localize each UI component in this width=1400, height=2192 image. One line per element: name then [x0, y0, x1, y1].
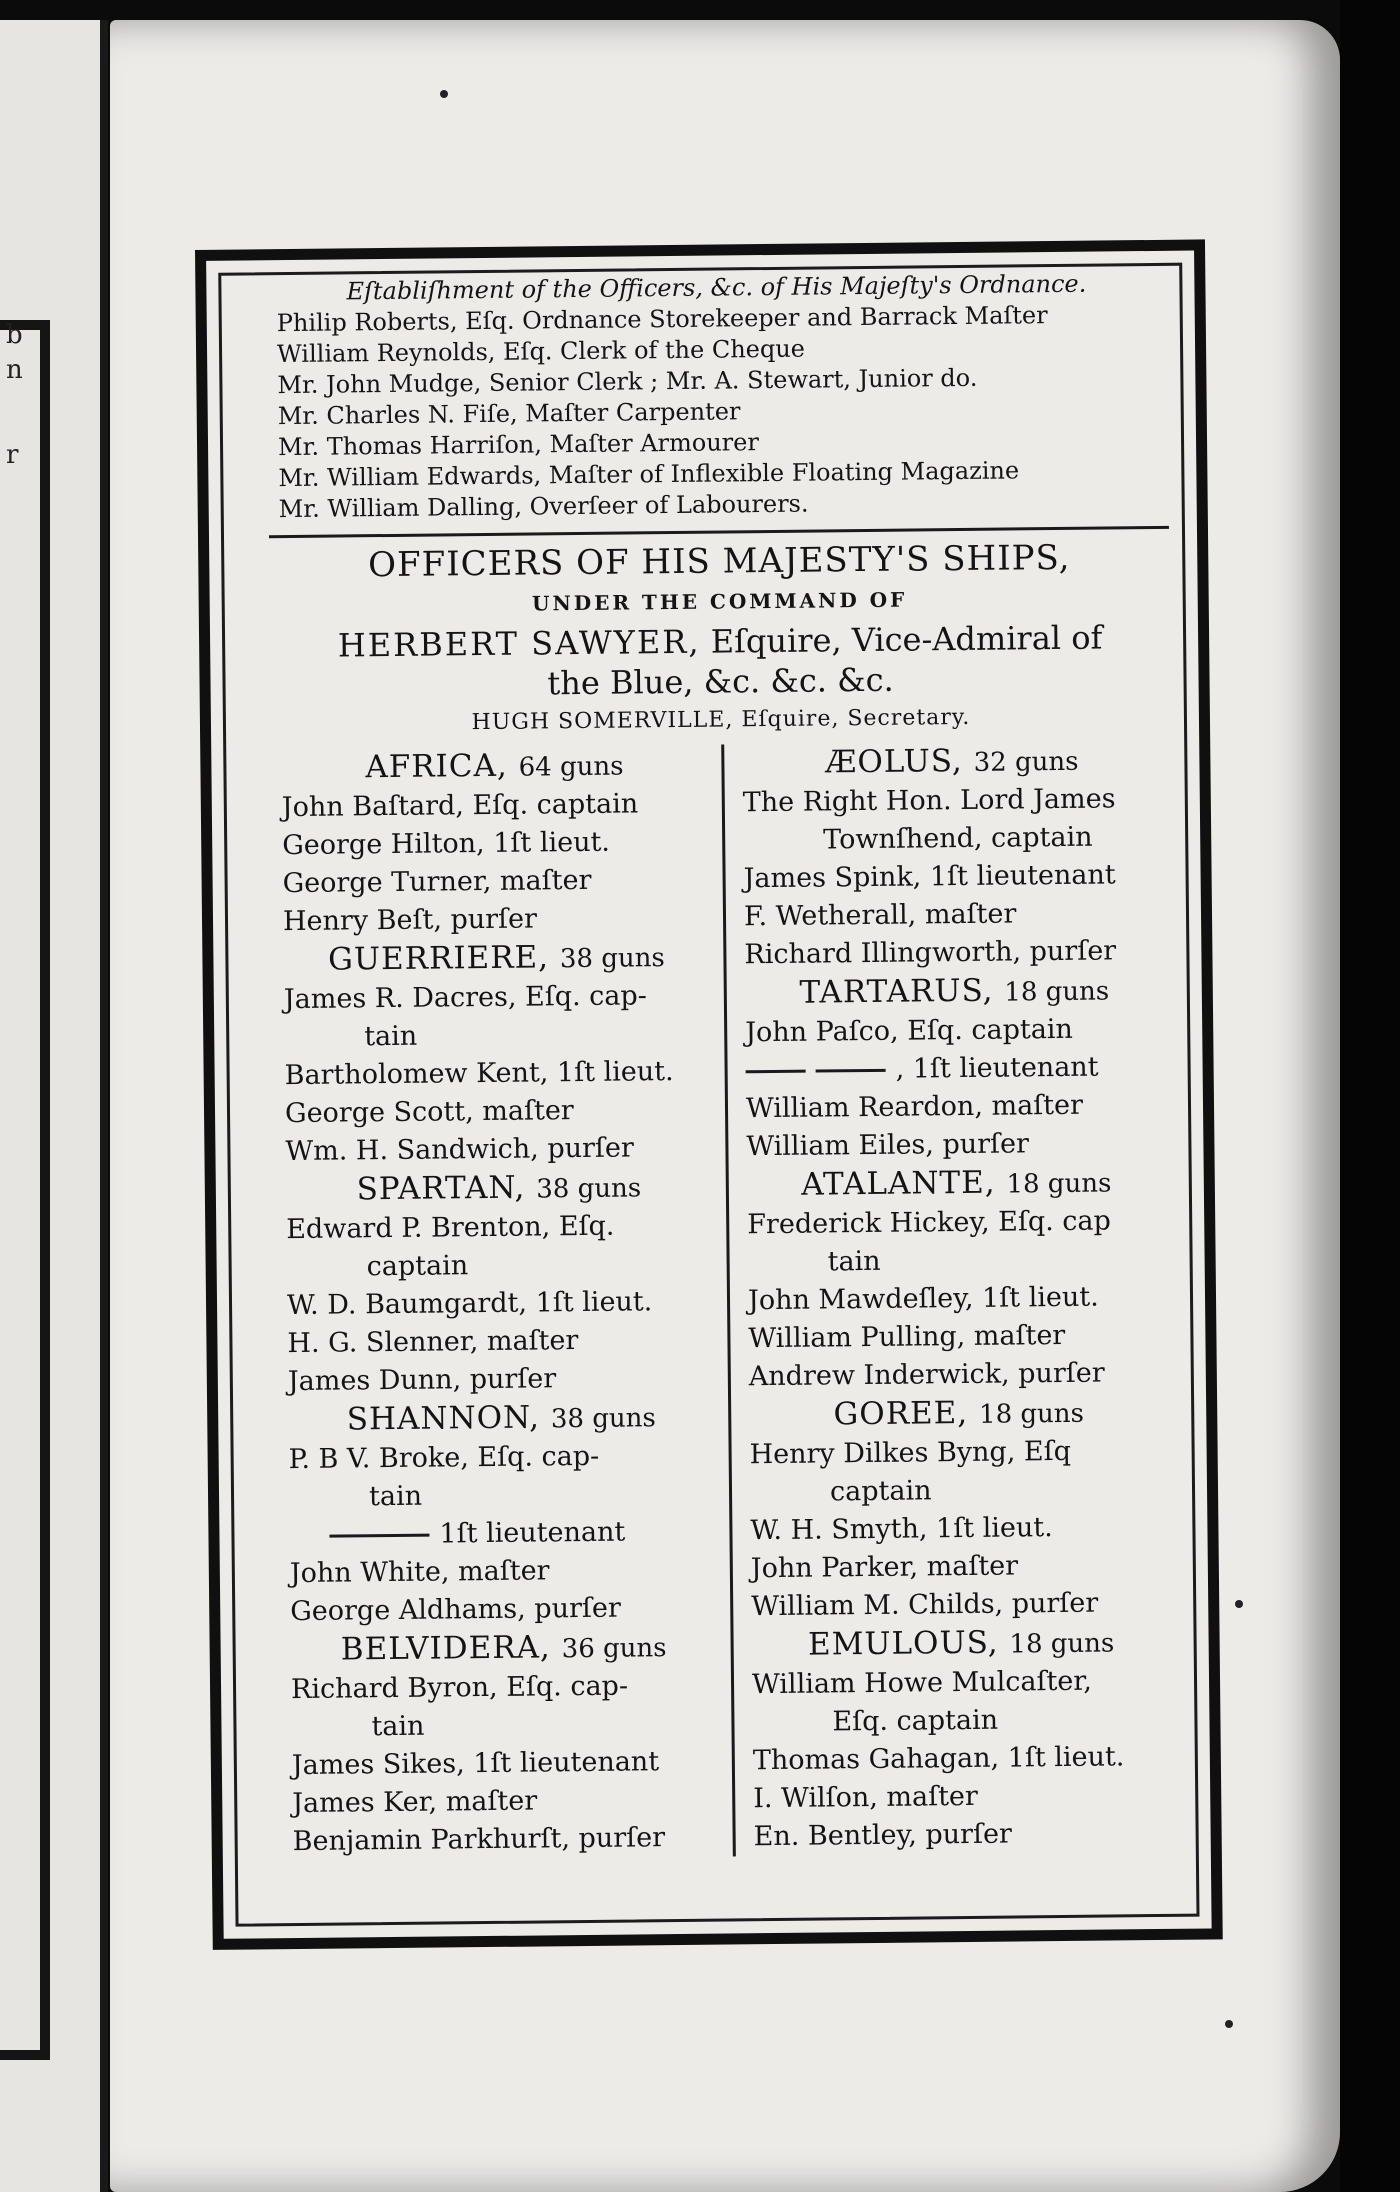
officer-line: H. G. Slenner, maſter	[287, 1325, 579, 1360]
ship-name: BELVIDERA,	[340, 1629, 552, 1668]
ship-name: EMULOUS,	[807, 1624, 999, 1663]
officer-line: Bartholomew Kent, 1ſt lieut.	[284, 1056, 674, 1092]
establishment-list	[277, 299, 1159, 525]
officer-line: John Baſtard, Eſq. captain	[281, 788, 639, 824]
ship-guns: 36 guns	[561, 1633, 667, 1665]
page-content	[276, 269, 1173, 1861]
officer-line: William Howe Mulcaſter,	[751, 1665, 1093, 1701]
officer-line: tain	[368, 1480, 423, 1513]
facing-page-fragment: b	[6, 320, 23, 350]
officer-line: F. Wetherall, maſter	[743, 898, 1017, 933]
admiral-name: HERBERT SAWYER,	[337, 622, 701, 665]
ship-name: SPARTAN,	[356, 1169, 526, 1208]
establishment-line: Mr. John Mudge, Senior Clerk ; Mr. A. Stewart, Junior do.	[277, 363, 978, 400]
officer-line: James R. Dacres, Eſq. cap-	[283, 980, 647, 1016]
officer-line: captain	[366, 1250, 469, 1283]
ship-heading	[747, 1162, 1166, 1206]
blank-name-dash	[816, 1069, 886, 1073]
officer-line: George Turner, maſter	[282, 864, 592, 900]
officer-line: John Paſco, Eſq. captain	[745, 1013, 1074, 1049]
ink-speck	[1235, 1600, 1243, 1608]
admiral-rank: Eſquire, Vice-Admiral of	[710, 618, 1103, 661]
officer-line	[289, 1513, 715, 1555]
officer-line: James Dunn, purſer	[287, 1363, 557, 1398]
establishment-line: Mr. William Dalling, Overſeer of Labourers.	[278, 489, 809, 524]
officer-line: Henry Dilkes Byng, Eſq	[749, 1435, 1072, 1471]
ship-name: TARTARUS,	[799, 972, 994, 1011]
officer-text: , 1ſt lieutenant	[895, 1051, 1099, 1085]
ship-columns	[281, 740, 1173, 1861]
ship-heading	[290, 1627, 716, 1671]
officer-line: W. H. Smyth, 1ſt lieut.	[750, 1512, 1053, 1547]
ship-heading	[286, 1167, 712, 1211]
ink-speck	[1225, 2020, 1233, 2028]
officer-line: Richard Byron, Eſq. cap-	[290, 1670, 629, 1706]
officer-line: Townſhend, captain	[823, 821, 1093, 856]
right-ship-column	[721, 740, 1173, 1857]
page-border-frame	[195, 239, 1223, 1949]
ship-heading	[281, 745, 707, 789]
officer-line: tain	[827, 1245, 881, 1278]
officer-line: Andrew Inderwick, purſer	[748, 1357, 1105, 1393]
ship-guns: 32 guns	[973, 746, 1079, 778]
section-heading: OFFICERS OF HIS MAJESTY'S SHIPS,	[367, 537, 1071, 586]
officer-line: I. Wilſon, maſter	[753, 1780, 979, 1815]
officer-line: George Hilton, 1ſt lieut.	[282, 826, 611, 862]
secretary-line: HUGH SOMERVILLE, Eſquire, Secretary.	[471, 704, 971, 736]
establishment-line: Mr. William Edwards, Maſter of Inflexible Floating Magazine	[278, 456, 1020, 493]
ink-speck	[440, 90, 448, 98]
establishment-title: Eſtabliſhment of the Officers, &c. of His Majeſty's Ordnance.	[346, 269, 1087, 306]
officer-line: James Sikes, 1ſt lieutenant	[291, 1746, 660, 1782]
officer-line: P. B V. Broke, Eſq. cap-	[288, 1440, 600, 1476]
book-edge-shadow	[1340, 0, 1400, 2192]
officer-line: captain	[829, 1475, 932, 1508]
establishment-line: William Reynolds, Eſq. Clerk of the Cheque	[276, 334, 806, 369]
officer-line: Frederick Hickey, Eſq. cap	[747, 1205, 1112, 1241]
section-divider	[269, 526, 1169, 538]
admiral-line-2: the Blue, &c. &c. &c.	[547, 660, 894, 703]
ship-guns: 18 guns	[978, 1398, 1085, 1430]
officer-line	[745, 1048, 1164, 1090]
ship-guns: 38 guns	[536, 1173, 642, 1205]
ship-guns: 38 guns	[559, 943, 665, 975]
officer-line: William Eiles, purſer	[746, 1128, 1030, 1163]
officer-line: W. D. Baumgardt, 1ſt lieut.	[286, 1286, 653, 1322]
ship-heading	[288, 1397, 714, 1441]
officer-line: Eſq. captain	[832, 1704, 999, 1738]
establishment-line: Mr. Thomas Harriſon, Maſter Armourer	[277, 428, 760, 462]
officer-line: tain	[364, 1020, 418, 1053]
ship-name: ÆOLUS,	[825, 742, 963, 781]
officer-line: tain	[371, 1710, 425, 1743]
facing-page-fragment: r	[6, 440, 19, 470]
blank-name-dash	[329, 1534, 429, 1538]
ship-name: AFRICA,	[365, 747, 508, 786]
ship-guns: 18 guns	[1004, 976, 1110, 1008]
officer-line: Richard Illingworth, purſer	[744, 935, 1117, 971]
officer-line: John White, maſter	[289, 1555, 550, 1590]
ship-name: SHANNON,	[346, 1399, 541, 1438]
officer-line: Wm. H. Sandwich, purſer	[285, 1132, 634, 1168]
officer-line: George Aldhams, purſer	[290, 1592, 621, 1628]
command-subheading: UNDER THE COMMAND OF	[531, 587, 908, 616]
ship-heading	[749, 1392, 1168, 1436]
officer-line: Thomas Gahagan, 1ſt lieut.	[752, 1741, 1125, 1777]
officer-line: William M. Childs, purſer	[751, 1587, 1099, 1623]
officer-line: Benjamin Parkhurſt, purſer	[292, 1822, 666, 1858]
ship-guns: 18 guns	[1009, 1628, 1115, 1660]
ship-heading	[283, 937, 709, 981]
facing-page-fragment: n	[6, 355, 23, 385]
officer-line: The Right Hon. Lord James	[742, 783, 1116, 819]
establishment-line: Mr. Charles N. Fiſe, Maſter Carpenter	[277, 397, 741, 431]
facing-page	[0, 20, 108, 2192]
officer-line: James Ker, maſter	[292, 1785, 538, 1820]
ship-guns: 64 guns	[518, 751, 624, 783]
officer-line: En. Bentley, purſer	[753, 1818, 1013, 1853]
blank-name-dash	[746, 1070, 806, 1074]
officer-line: Edward P. Brenton, Eſq.	[286, 1210, 615, 1246]
officer-line: George Scott, maſter	[284, 1095, 574, 1130]
officer-text: 1ſt lieutenant	[439, 1516, 626, 1550]
ship-name: GOREE,	[833, 1394, 969, 1433]
ship-name: ATALANTE,	[801, 1164, 996, 1203]
officer-line: Henry Beſt, purſer	[282, 903, 538, 938]
ship-heading	[742, 740, 1161, 784]
ship-heading	[745, 970, 1164, 1014]
officer-line: John Mawdeſley, 1ſt lieut.	[747, 1281, 1099, 1317]
left-ship-column	[281, 745, 733, 1862]
officer-line: William Reardon, maſter	[745, 1089, 1084, 1125]
ship-name: GUERRIERE,	[327, 939, 550, 978]
establishment-line: Philip Roberts, Eſq. Ordnance Storekeeper and Barrack Maſter	[276, 301, 1048, 338]
facing-page-border	[0, 320, 50, 2060]
officer-line: William Pulling, maſter	[748, 1319, 1066, 1355]
officer-line: James Spink, 1ſt lieutenant	[743, 859, 1116, 895]
ship-heading	[751, 1622, 1170, 1666]
ship-guns: 38 guns	[550, 1403, 656, 1435]
officer-line: John Parker, maſter	[750, 1550, 1019, 1585]
ship-guns: 18 guns	[1006, 1168, 1112, 1200]
